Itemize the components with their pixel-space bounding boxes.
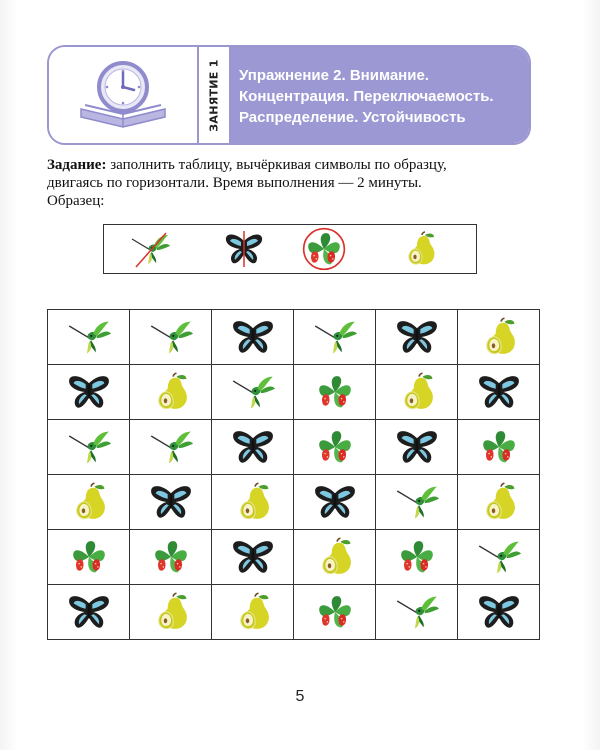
grid-cell-pear[interactable]	[458, 310, 540, 365]
hummingbird-icon	[231, 370, 275, 414]
strawberry-icon	[149, 535, 193, 579]
grid-row	[48, 475, 540, 530]
butterfly-icon	[477, 590, 521, 634]
grid-cell-butterfly[interactable]	[130, 475, 212, 530]
lesson-label-box	[197, 47, 229, 143]
butterfly-icon	[231, 425, 275, 469]
hummingbird-icon	[67, 315, 111, 359]
grid-cell-strawberry[interactable]	[376, 530, 458, 585]
task-label: Задание:	[47, 157, 107, 173]
butterfly-icon	[231, 315, 275, 359]
pear-icon	[313, 535, 357, 579]
hummingbird-icon	[149, 425, 193, 469]
pear-icon	[231, 480, 275, 524]
grid-cell-pear[interactable]	[48, 475, 130, 530]
grid-cell-hummingbird[interactable]	[376, 475, 458, 530]
hummingbird-icon	[313, 315, 357, 359]
pear-icon	[231, 590, 275, 634]
grid-row	[48, 420, 540, 475]
exercise-title-line-3: Распределение. Устойчивость	[239, 109, 466, 126]
grid-cell-butterfly[interactable]	[458, 585, 540, 640]
grid-cell-hummingbird[interactable]	[294, 310, 376, 365]
grid-cell-strawberry[interactable]	[458, 420, 540, 475]
strawberry-icon	[302, 227, 346, 271]
symbol-grid	[47, 309, 540, 640]
grid-row	[48, 530, 540, 585]
task-line-1	[47, 156, 547, 174]
lesson-banner	[47, 45, 531, 145]
pear-icon	[67, 480, 111, 524]
grid-cell-butterfly[interactable]	[376, 420, 458, 475]
pear-icon	[149, 370, 193, 414]
pear-icon	[477, 315, 521, 359]
butterfly-icon	[149, 480, 193, 524]
hummingbird-icon	[395, 590, 439, 634]
exercise-title-line-2: Концентрация. Переключаемость.	[239, 88, 494, 105]
grid-cell-butterfly[interactable]	[458, 365, 540, 420]
hummingbird-icon	[477, 535, 521, 579]
grid-cell-butterfly[interactable]	[212, 310, 294, 365]
butterfly-icon	[477, 370, 521, 414]
sample-butterfly-lined	[224, 229, 264, 269]
grid-cell-strawberry[interactable]	[294, 420, 376, 475]
grid-cell-pear[interactable]	[376, 365, 458, 420]
grid-cell-butterfly[interactable]	[212, 530, 294, 585]
pear-icon	[477, 480, 521, 524]
sample-label: Образец:	[47, 193, 105, 209]
grid-cell-hummingbird[interactable]	[212, 365, 294, 420]
grid-cell-butterfly[interactable]	[212, 420, 294, 475]
grid-cell-butterfly[interactable]	[48, 585, 130, 640]
butterfly-icon	[224, 229, 264, 269]
pear-icon	[395, 370, 439, 414]
pear-icon	[149, 590, 193, 634]
exercise-title	[229, 47, 529, 143]
butterfly-icon	[395, 315, 439, 359]
hummingbird-icon	[395, 480, 439, 524]
hummingbird-icon	[67, 425, 111, 469]
lesson-label: ЗАНЯТИЕ 1	[207, 58, 221, 132]
strawberry-icon	[313, 590, 357, 634]
grid-cell-butterfly[interactable]	[48, 365, 130, 420]
grid-cell-hummingbird[interactable]	[130, 310, 212, 365]
hummingbird-icon	[130, 229, 170, 269]
butterfly-icon	[67, 590, 111, 634]
hummingbird-icon	[149, 315, 193, 359]
strawberry-icon	[477, 425, 521, 469]
task-instructions	[47, 156, 547, 210]
grid-cell-pear[interactable]	[130, 585, 212, 640]
page-number: 5	[295, 688, 305, 705]
grid-row	[48, 585, 540, 640]
grid-cell-strawberry[interactable]	[294, 365, 376, 420]
grid-cell-hummingbird[interactable]	[376, 585, 458, 640]
exercise-title-line-1: Упражнение 2. Внимание.	[239, 67, 429, 84]
grid-cell-pear[interactable]	[294, 530, 376, 585]
grid-cell-strawberry[interactable]	[48, 530, 130, 585]
strawberry-icon	[313, 425, 357, 469]
grid-cell-strawberry[interactable]	[130, 530, 212, 585]
sample-hummingbird-crossed	[130, 229, 170, 269]
grid-row	[48, 310, 540, 365]
butterfly-icon	[67, 370, 111, 414]
grid-cell-hummingbird[interactable]	[48, 310, 130, 365]
strawberry-icon	[313, 370, 357, 414]
strawberry-icon	[67, 535, 111, 579]
sample-strip	[103, 224, 477, 274]
grid-cell-pear[interactable]	[130, 365, 212, 420]
task-line-2: двигаясь по горизонтали. Время выполнения — 2 минуты.	[47, 175, 422, 191]
butterfly-icon	[313, 480, 357, 524]
grid-cell-hummingbird[interactable]	[48, 420, 130, 475]
butterfly-icon	[231, 535, 275, 579]
grid-cell-hummingbird[interactable]	[130, 420, 212, 475]
grid-cell-butterfly[interactable]	[376, 310, 458, 365]
pear-icon	[400, 229, 440, 269]
grid-cell-pear[interactable]	[212, 585, 294, 640]
sample-pear	[400, 229, 440, 269]
grid-row	[48, 365, 540, 420]
task-text-1: заполнить таблицу, вычёркивая символы по образцу,	[106, 157, 447, 173]
sample-strawberry-circled	[302, 227, 346, 271]
butterfly-icon	[395, 425, 439, 469]
grid-cell-hummingbird[interactable]	[458, 530, 540, 585]
banner-icon-box	[49, 47, 197, 143]
grid-cell-pear[interactable]	[212, 475, 294, 530]
grid-cell-pear[interactable]	[458, 475, 540, 530]
clock-book-icon	[75, 57, 171, 137]
strawberry-icon	[395, 535, 439, 579]
grid-cell-strawberry[interactable]	[294, 585, 376, 640]
grid-cell-butterfly[interactable]	[294, 475, 376, 530]
